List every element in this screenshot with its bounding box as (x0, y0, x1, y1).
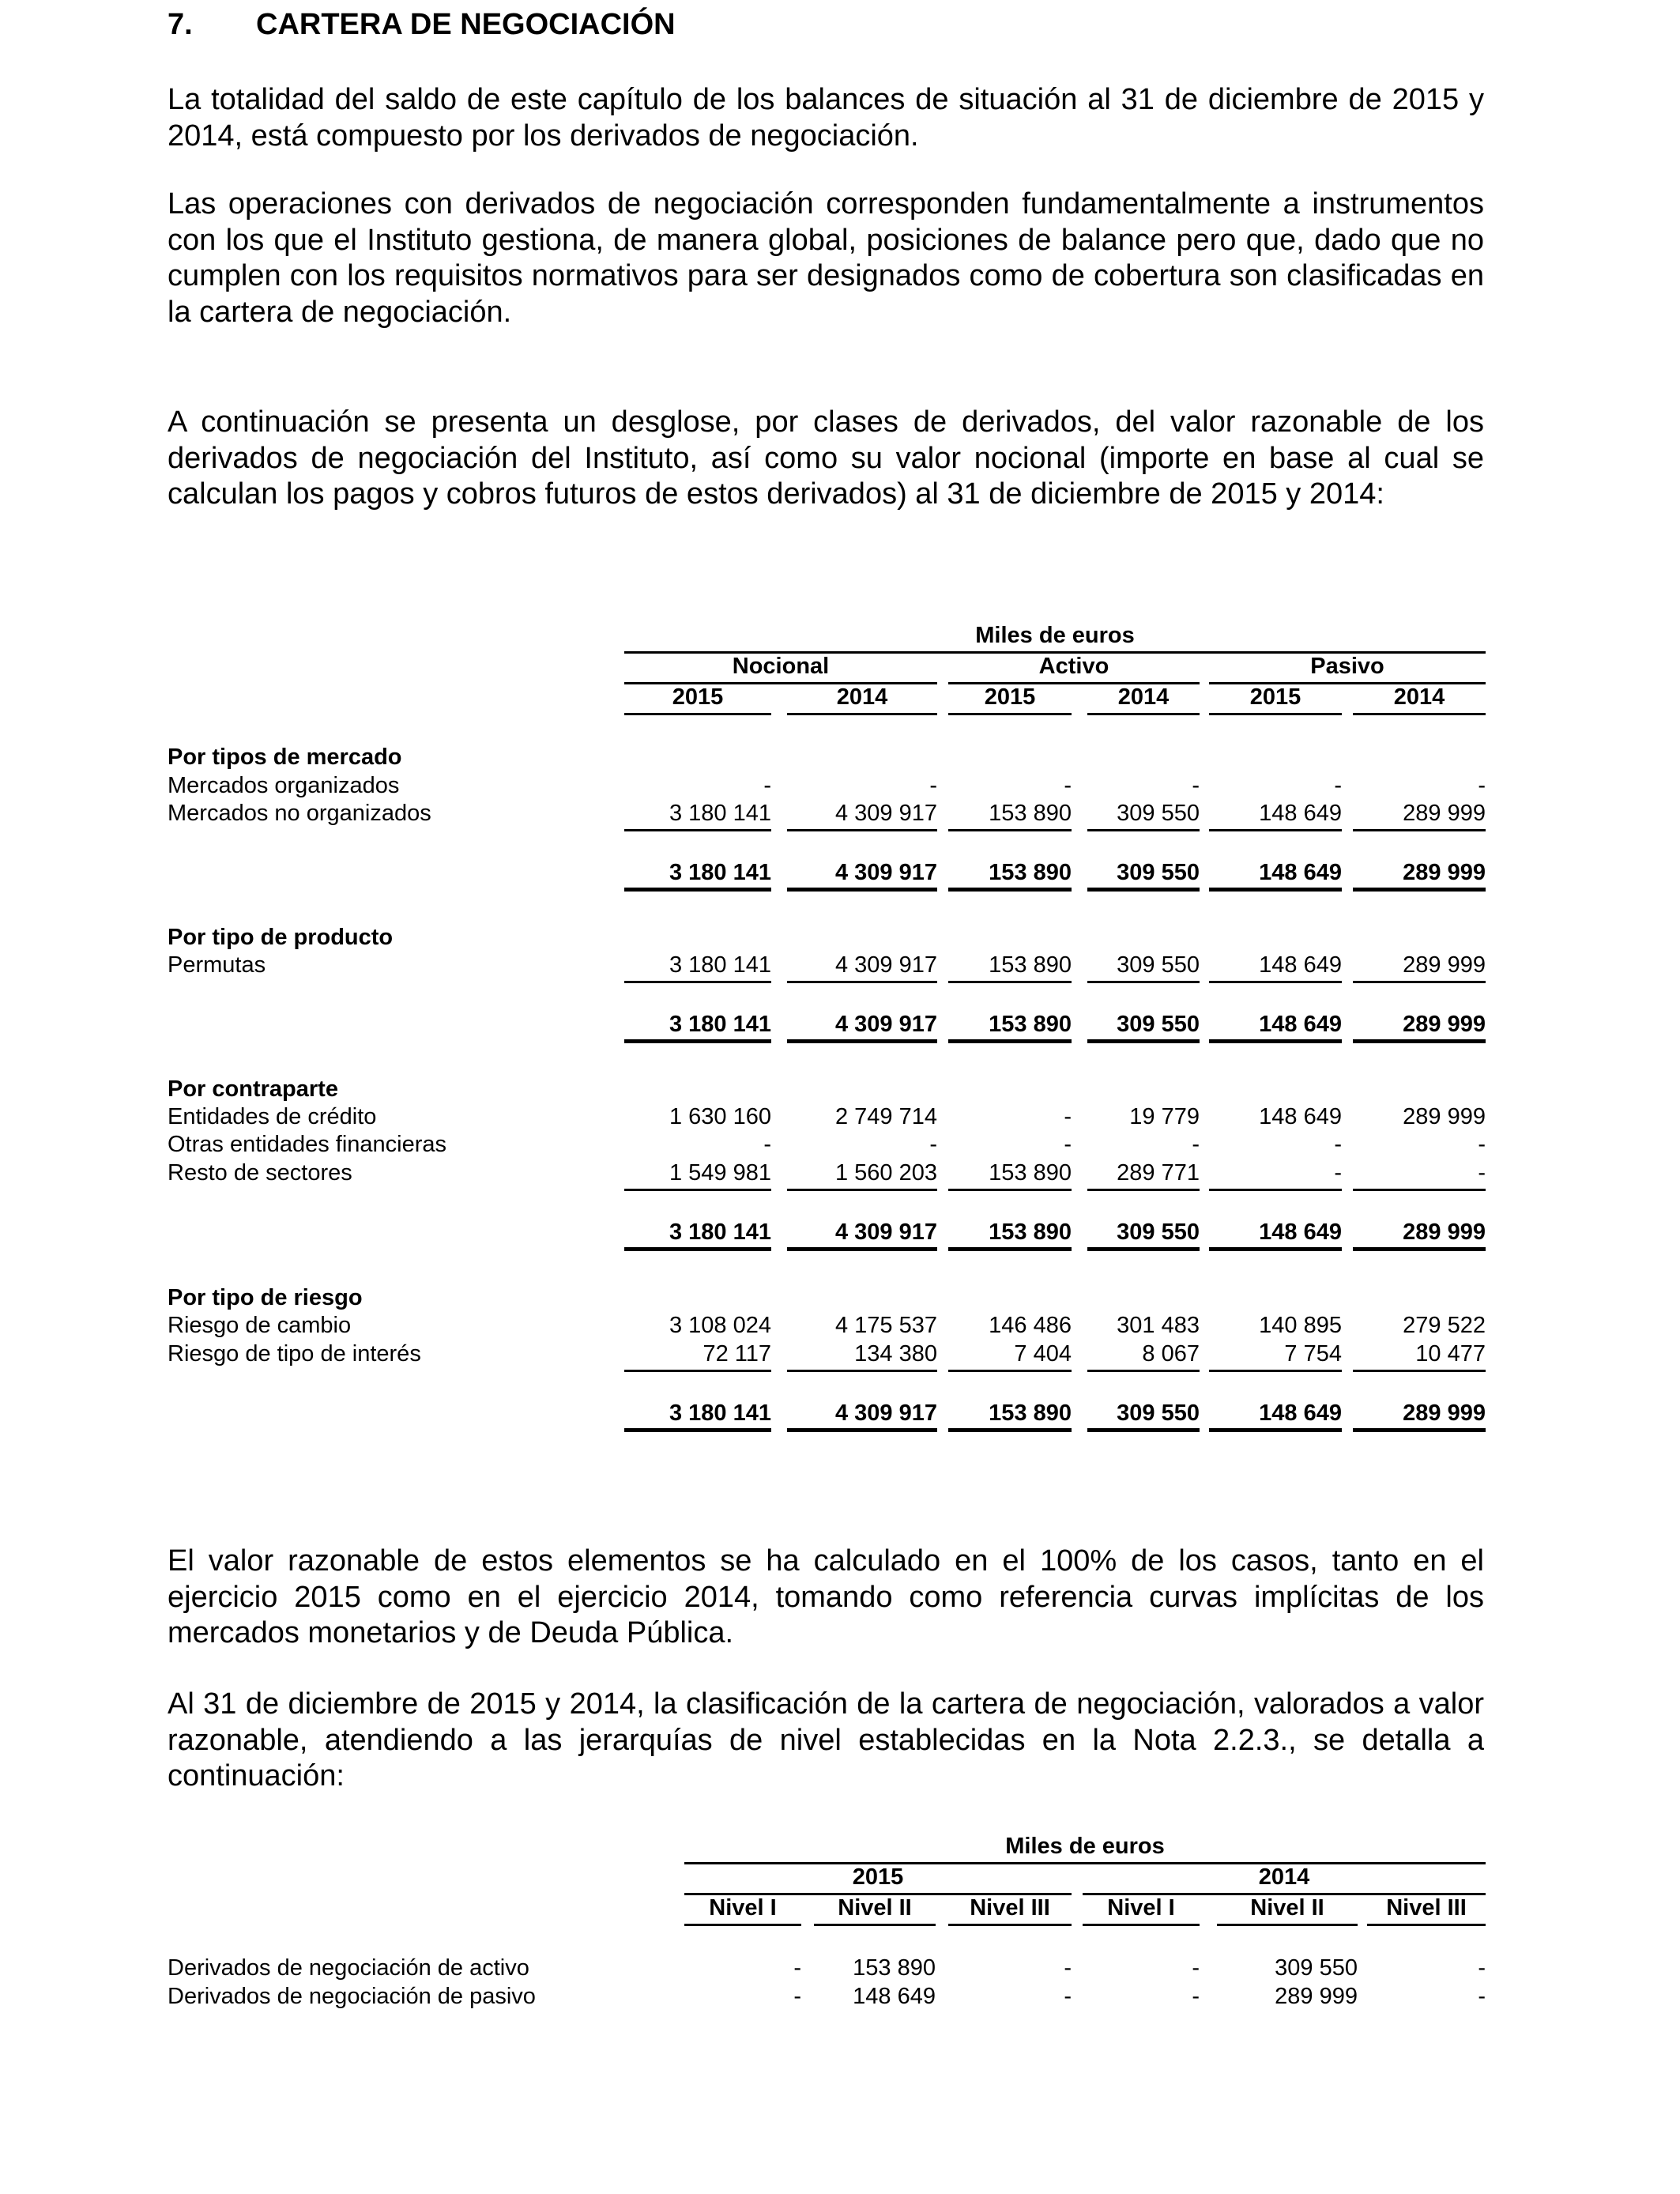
table1-year-rule (624, 713, 771, 715)
total-rule (948, 1247, 1072, 1251)
total-cell: 3 180 141 (669, 860, 771, 885)
table-cell: 279 522 (1403, 1313, 1486, 1338)
total-cell: 148 649 (1259, 1012, 1342, 1037)
paragraph-1: La totalidad del saldo de este capítulo de los balances de situación al 31 de diciembre de 2015 y 2014, está compuesto por los derivados de negociación. (168, 83, 1484, 153)
table1-group-pasivo: Pasivo (1310, 654, 1384, 679)
table-cell: 1 549 981 (669, 1160, 771, 1186)
subtotal-rule (1087, 829, 1200, 831)
subtotal-rule (948, 1189, 1072, 1191)
table1-year-header: 2014 (836, 684, 888, 710)
table-cell: 134 380 (854, 1341, 937, 1367)
table-cell: - (1478, 1132, 1486, 1157)
total-cell: 4 309 917 (834, 1400, 937, 1426)
total-cell: 153 890 (989, 1220, 1072, 1245)
table-cell: - (763, 773, 771, 798)
paragraph-4: El valor razonable de estos elementos se ha calculado en el 100% de los casos, tanto en el ejercicio 2015 como en el ejercicio 2014, tomando como referencia curvas implícitas de los mercados monetarios y de Deuda Pública. (168, 1544, 1484, 1649)
total-cell: 289 999 (1403, 1220, 1486, 1245)
subtotal-rule (1209, 1189, 1342, 1191)
total-cell: 289 999 (1403, 1012, 1486, 1037)
table-cell: 148 649 (1259, 952, 1342, 978)
total-rule (787, 1247, 937, 1251)
total-cell: 153 890 (989, 1012, 1072, 1037)
total-rule (787, 888, 937, 892)
table-cell: 3 180 141 (669, 952, 771, 978)
table-cell: 2 749 714 (834, 1104, 937, 1129)
table-cell: 301 483 (1117, 1313, 1200, 1338)
paragraph-2: Las operaciones con derivados de negociación corresponden fundamentalmente a instrumentos con los que el Instituto gestiona, de manera global, posiciones de balance pero que, dado que no cumplen con los requisitos normativos para ser designados como de cobertura son clasificadas en la cartera de negociación. (168, 187, 1484, 329)
total-cell: 4 309 917 (834, 1220, 937, 1245)
table1-group-activo: Activo (1038, 654, 1109, 679)
table1-year-header: 2014 (1117, 684, 1170, 710)
subtotal-rule (787, 1189, 937, 1191)
section-heading (168, 5, 676, 44)
table1-year-rule (1087, 713, 1200, 715)
total-cell: 309 550 (1117, 860, 1200, 885)
table-cell: 8 067 (1142, 1341, 1200, 1367)
table-cell: - (793, 1955, 801, 1981)
table2-level-header: Nivel II (1250, 1895, 1324, 1921)
table1-year-header: 2015 (672, 684, 724, 710)
total-cell: 4 309 917 (834, 1012, 937, 1037)
row-label: Mercados organizados (168, 773, 400, 798)
table-cell: 10 477 (1415, 1341, 1486, 1367)
table-cell: 148 649 (1259, 801, 1342, 826)
subtotal-rule (1353, 981, 1486, 983)
total-cell: 3 180 141 (669, 1400, 771, 1426)
table1-year-header: 2015 (1249, 684, 1301, 710)
section-number: 7. (168, 8, 193, 41)
table-cell: 146 486 (989, 1313, 1072, 1338)
table-cell: - (1192, 1984, 1200, 2009)
table2-unit: Miles de euros (1005, 1834, 1165, 1859)
total-cell: 148 649 (1259, 860, 1342, 885)
subtotal-rule (624, 829, 771, 831)
subtotal-rule (1087, 981, 1200, 983)
table1-unit: Miles de euros (975, 623, 1135, 648)
table-cell: 140 895 (1259, 1313, 1342, 1338)
table-cell: 309 550 (1117, 801, 1200, 826)
table-cell: - (1064, 1104, 1072, 1129)
table-cell: 3 108 024 (669, 1313, 771, 1338)
subtotal-rule (1087, 1189, 1200, 1191)
section-title: Por contraparte (168, 1076, 338, 1102)
total-rule (1353, 1247, 1486, 1251)
total-rule (624, 1039, 771, 1043)
table1-year-header: 2014 (1393, 684, 1445, 710)
total-rule (1353, 1039, 1486, 1043)
row-label: Otras entidades financieras (168, 1132, 447, 1157)
row-label: Entidades de crédito (168, 1104, 377, 1129)
total-rule (1087, 1247, 1200, 1251)
subtotal-rule (787, 829, 937, 831)
total-rule (1353, 888, 1486, 892)
table-cell: - (1192, 773, 1200, 798)
table2-year-2014: 2014 (1258, 1864, 1310, 1890)
subtotal-rule (1353, 829, 1486, 831)
table-cell: 289 999 (1403, 952, 1486, 978)
table2-level-rule (1217, 1924, 1358, 1926)
table1-group-nocional: Nocional (732, 654, 830, 679)
total-rule (624, 1247, 771, 1251)
table2-level-rule (1083, 1924, 1200, 1926)
total-cell: 3 180 141 (669, 1220, 771, 1245)
table-cell: 4 175 537 (834, 1313, 937, 1338)
total-rule (1353, 1428, 1486, 1432)
table-cell: 309 550 (1117, 952, 1200, 978)
table-cell: - (1064, 1955, 1072, 1981)
subtotal-rule (948, 981, 1072, 983)
table2-level-header: Nivel II (838, 1895, 912, 1921)
section-title: Por tipo de producto (168, 925, 394, 950)
total-rule (787, 1039, 937, 1043)
table2-level-header: Nivel I (709, 1895, 777, 1921)
table-cell: - (793, 1984, 801, 2009)
total-rule (1087, 888, 1200, 892)
row-label: Derivados de negociación de pasivo (168, 1984, 536, 2009)
total-cell: 148 649 (1259, 1220, 1342, 1245)
table-cell: 148 649 (853, 1984, 936, 2009)
total-rule (1209, 888, 1342, 892)
subtotal-rule (1353, 1189, 1486, 1191)
table-cell: - (763, 1132, 771, 1157)
total-cell: 153 890 (989, 1400, 1072, 1426)
table-cell: 153 890 (989, 1160, 1072, 1186)
subtotal-rule (787, 981, 937, 983)
total-cell: 289 999 (1403, 1400, 1486, 1426)
table2-level-header: Nivel III (1386, 1895, 1467, 1921)
total-cell: 289 999 (1403, 860, 1486, 885)
total-cell: 309 550 (1117, 1400, 1200, 1426)
row-label: Permutas (168, 952, 266, 978)
table-cell: 153 890 (853, 1955, 936, 1981)
total-cell: 4 309 917 (834, 860, 937, 885)
table-cell: - (1478, 773, 1486, 798)
table-cell: 3 180 141 (669, 801, 771, 826)
total-rule (1209, 1428, 1342, 1432)
total-cell: 148 649 (1259, 1400, 1342, 1426)
table1-year-header: 2015 (984, 684, 1036, 710)
table-cell: - (1334, 1160, 1342, 1186)
table-cell: - (1334, 1132, 1342, 1157)
table-cell: 148 649 (1259, 1104, 1342, 1129)
table2-level-rule (1367, 1924, 1486, 1926)
table-cell: - (1334, 773, 1342, 798)
table-cell: 289 999 (1403, 801, 1486, 826)
total-rule (787, 1428, 937, 1432)
table-cell: 1 630 160 (669, 1104, 771, 1129)
subtotal-rule (1353, 1370, 1486, 1372)
section-title: Por tipos de mercado (168, 745, 402, 770)
table2-level-rule (948, 1924, 1072, 1926)
table1-year-rule (787, 713, 937, 715)
table-cell: 289 999 (1275, 1984, 1358, 2009)
subtotal-rule (624, 1370, 771, 1372)
table1-year-rule (1353, 713, 1486, 715)
table1-year-rule (1209, 713, 1342, 715)
subtotal-rule (787, 1370, 937, 1372)
table-cell: 153 890 (989, 952, 1072, 978)
table-cell: 19 779 (1129, 1104, 1200, 1129)
table-cell: - (1478, 1984, 1486, 2009)
table-cell: 289 999 (1403, 1104, 1486, 1129)
table2-level-rule (814, 1924, 936, 1926)
table2-level-header: Nivel III (970, 1895, 1050, 1921)
total-cell: 309 550 (1117, 1220, 1200, 1245)
total-rule (624, 1428, 771, 1432)
table2-year-2015: 2015 (852, 1864, 904, 1890)
subtotal-rule (1209, 981, 1342, 983)
table-cell: - (1478, 1955, 1486, 1981)
table-cell: 309 550 (1275, 1955, 1358, 1981)
table-cell: - (1478, 1160, 1486, 1186)
table-cell: - (1192, 1955, 1200, 1981)
total-rule (1209, 1247, 1342, 1251)
table-cell: 4 309 917 (834, 801, 937, 826)
total-rule (948, 1428, 1072, 1432)
table-cell: 289 771 (1117, 1160, 1200, 1186)
total-rule (1209, 1039, 1342, 1043)
table-cell: 1 560 203 (834, 1160, 937, 1186)
subtotal-rule (948, 1370, 1072, 1372)
table2-level-header: Nivel I (1107, 1895, 1175, 1921)
paragraph-3: A continuación se presenta un desglose, por clases de derivados, del valor razonable de los derivados de negociación del Instituto, así como su valor nocional (importe en base al cual se calculan los pagos y cobros futuros de estos derivados) al 31 de diciembre de 2015 y 2014: (168, 405, 1484, 511)
subtotal-rule (1209, 1370, 1342, 1372)
row-label: Resto de sectores (168, 1160, 352, 1186)
table-cell: 7 404 (1014, 1341, 1072, 1367)
table-cell: 153 890 (989, 801, 1072, 826)
paragraph-5: Al 31 de diciembre de 2015 y 2014, la clasificación de la cartera de negociación, valorados a valor razonable, atendiendo a las jerarquías de nivel establecidas en la Nota 2.2.3., se detalla a continuación: (168, 1687, 1484, 1793)
table1-year-rule (948, 713, 1072, 715)
subtotal-rule (624, 981, 771, 983)
row-label: Derivados de negociación de activo (168, 1955, 529, 1981)
subtotal-rule (624, 1189, 771, 1191)
table-cell: - (929, 773, 937, 798)
subtotal-rule (1209, 829, 1342, 831)
row-label: Mercados no organizados (168, 801, 431, 826)
table-cell: 7 754 (1284, 1341, 1342, 1367)
section-title: Por tipo de riesgo (168, 1285, 363, 1310)
total-rule (624, 888, 771, 892)
table-cell: 72 117 (703, 1341, 771, 1367)
row-label: Riesgo de tipo de interés (168, 1341, 421, 1367)
total-rule (1087, 1039, 1200, 1043)
table-cell: - (1064, 1132, 1072, 1157)
total-rule (948, 1039, 1072, 1043)
table-cell: - (1192, 1132, 1200, 1157)
total-cell: 3 180 141 (669, 1012, 771, 1037)
total-cell: 309 550 (1117, 1012, 1200, 1037)
subtotal-rule (1087, 1370, 1200, 1372)
total-rule (948, 888, 1072, 892)
table-cell: - (1064, 1984, 1072, 2009)
subtotal-rule (948, 829, 1072, 831)
table-cell: 4 309 917 (834, 952, 937, 978)
section-title: CARTERA DE NEGOCIACIÓN (256, 8, 676, 41)
total-rule (1087, 1428, 1200, 1432)
total-cell: 153 890 (989, 860, 1072, 885)
row-label: Riesgo de cambio (168, 1313, 352, 1338)
table-cell: - (929, 1132, 937, 1157)
table-cell: - (1064, 773, 1072, 798)
table2-level-rule (684, 1924, 801, 1926)
